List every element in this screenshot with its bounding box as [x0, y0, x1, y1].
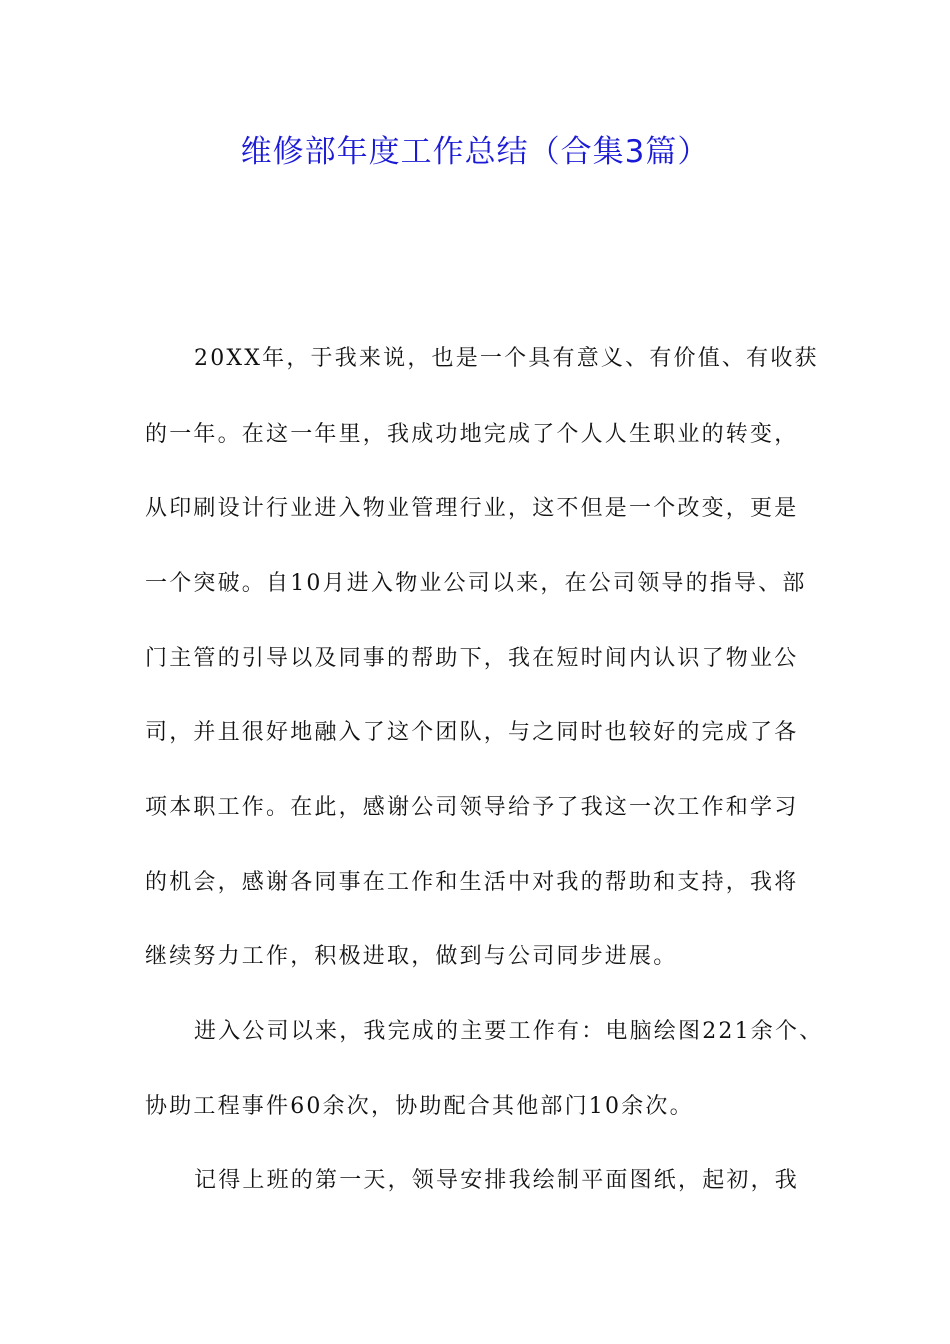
paragraph-line: 20XX年，于我来说，也是一个具有意义、有价值、有收获	[194, 346, 819, 371]
paragraph-line: 继续努力工作，积极进取，做到与公司同步进展。	[145, 944, 678, 969]
paragraph-line: 的一年。在这一年里，我成功地完成了个人人生职业的转变，	[145, 422, 799, 447]
document-title: 维修部年度工作总结（合集3篇）	[240, 134, 710, 170]
paragraph-line: 进入公司以来，我完成的主要工作有：电脑绘图221余个、	[194, 1019, 824, 1044]
paragraph-line: 的机会，感谢各同事在工作和生活中对我的帮助和支持，我将	[145, 870, 799, 895]
paragraph-line: 一个突破。自10月进入物业公司以来，在公司领导的指导、部	[145, 571, 807, 596]
paragraph-line: 协助工程事件60余次，协助配合其他部门10余次。	[145, 1094, 694, 1119]
paragraph-line: 项本职工作。在此，感谢公司领导给予了我这一次工作和学习	[145, 795, 799, 820]
paragraph-line: 记得上班的第一天，领导安排我绘制平面图纸，起初，我	[194, 1168, 800, 1193]
paragraph-line: 司，并且很好地融入了这个团队，与之同时也较好的完成了各	[145, 720, 799, 745]
paragraph-line: 从印刷设计行业进入物业管理行业，这不但是一个改变，更是	[145, 496, 799, 521]
paragraph-line: 门主管的引导以及同事的帮助下，我在短时间内认识了物业公	[145, 646, 799, 671]
